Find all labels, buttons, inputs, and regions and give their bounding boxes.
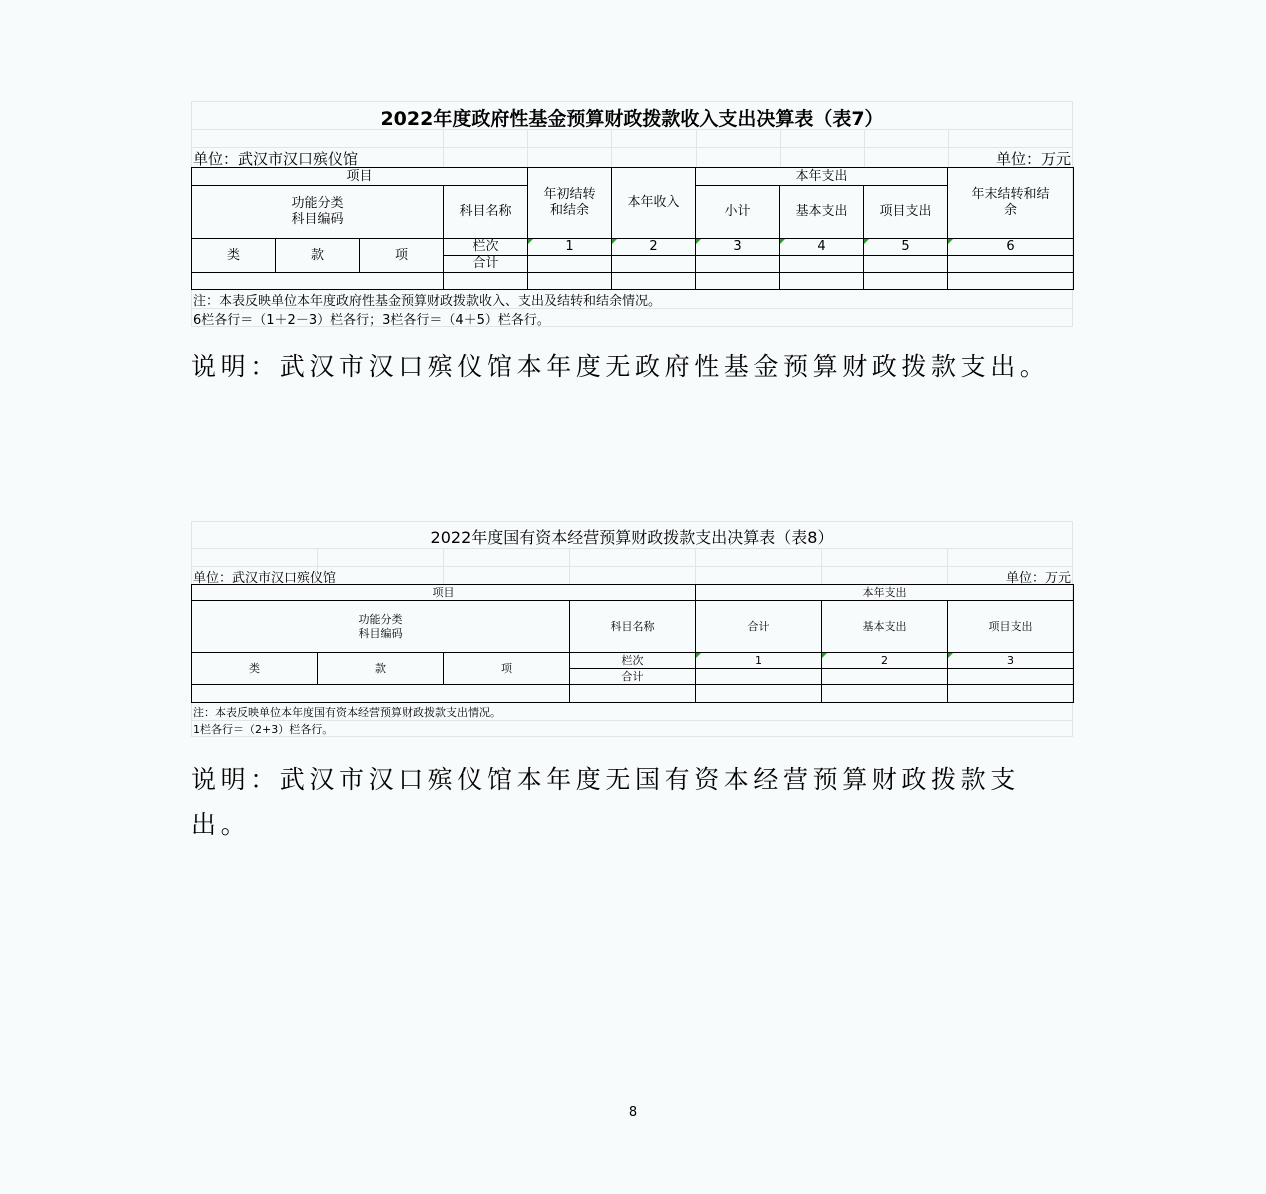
col-no-cell: 1	[528, 239, 612, 256]
table8-title: 2022年度国有资本经营预算财政拨款支出决算表（表8）	[430, 528, 834, 547]
header-project: 项目支出	[864, 186, 948, 239]
table8-grid	[191, 584, 1074, 703]
table-cell	[570, 685, 696, 703]
table-cell	[612, 256, 696, 273]
gridline	[947, 548, 948, 584]
table7-sheet	[191, 101, 1073, 327]
table-cell	[444, 273, 528, 290]
gridline	[569, 548, 570, 584]
gridline	[948, 129, 949, 167]
table8-unit-left: 单位：武汉市汉口殡仪馆	[193, 571, 337, 586]
header-func-code: 功能分类 科目编码	[192, 186, 444, 239]
table-cell	[192, 273, 444, 290]
table7-title: 2022年度政府性基金预算财政拨款收入支出决算表（表7）	[380, 108, 884, 130]
gridline	[191, 548, 1073, 549]
header-lei: 类	[192, 239, 276, 273]
table-cell	[696, 273, 780, 290]
col-no-cell: 2	[822, 653, 948, 669]
gridline	[696, 129, 697, 167]
gridline	[443, 548, 444, 584]
col-no-cell: 3	[948, 653, 1074, 669]
col-no-cell: 1	[696, 653, 822, 669]
table-cell	[192, 685, 570, 703]
header-basic: 基本支出	[780, 186, 864, 239]
table-cell	[948, 256, 1074, 273]
table-cell	[948, 669, 1074, 685]
col-no-cell: 6	[948, 239, 1074, 256]
header-subject-name: 科目名称	[570, 601, 696, 653]
table8-description: 说明：武汉市汉口殡仪馆本年度无国有资本经营预算财政拨款支出。	[191, 765, 1020, 839]
gridline	[611, 129, 612, 167]
header-func-code: 功能分类 科目编码	[192, 601, 570, 653]
table7-note1: 注：本表反映单位本年度政府性基金预算财政拨款收入、支出及结转和结余情况。	[193, 294, 662, 309]
header-item: 项目	[192, 168, 528, 186]
table-cell	[780, 256, 864, 273]
table7-note2: 6栏各行＝（1＋2－3）栏各行；3栏各行＝（4＋5）栏各行。	[193, 313, 550, 328]
table-cell	[696, 669, 822, 685]
table-cell	[948, 685, 1074, 703]
table-cell	[696, 685, 822, 703]
gridline	[821, 548, 822, 584]
header-total: 合计	[696, 601, 822, 653]
table8-note2: 1栏各行＝（2+3）栏各行。	[193, 723, 334, 736]
table-cell	[864, 256, 948, 273]
table-cell	[528, 273, 612, 290]
header-subtotal: 小计	[696, 186, 780, 239]
gridline	[864, 129, 865, 167]
col-no-cell: 3	[696, 239, 780, 256]
table-cell	[948, 273, 1074, 290]
table7-grid	[191, 167, 1074, 290]
header-basic: 基本支出	[822, 601, 948, 653]
page-number: 8	[628, 1105, 638, 1120]
header-col-no: 栏次	[570, 653, 696, 669]
table-cell	[696, 256, 780, 273]
table-cell	[528, 256, 612, 273]
gridline	[443, 129, 444, 167]
header-begin-balance: 年初结转 和结余	[528, 168, 612, 239]
header-subject-name: 科目名称	[444, 186, 528, 239]
header-project: 项目支出	[948, 601, 1074, 653]
col-no-cell: 4	[780, 239, 864, 256]
table-cell	[864, 273, 948, 290]
table-cell	[822, 669, 948, 685]
col-no-cell: 5	[864, 239, 948, 256]
header-kuan: 款	[318, 653, 444, 685]
col-no-cell: 2	[612, 239, 696, 256]
header-lei: 类	[192, 653, 318, 685]
header-xiang: 项	[444, 653, 570, 685]
table7-description: 说明：武汉市汉口殡仪馆本年度无政府性基金预算财政拨款支出。	[191, 352, 1050, 381]
row-total-label: 合计	[570, 669, 696, 685]
gridline	[527, 129, 528, 167]
table7-unit-right: 单位：万元	[995, 150, 1071, 168]
header-col-no: 栏次	[444, 239, 528, 256]
header-expense: 本年支出	[696, 168, 948, 186]
gridline	[780, 129, 781, 167]
table7-unit-left: 单位：武汉市汉口殡仪馆	[193, 150, 359, 168]
table8-sheet	[191, 521, 1073, 737]
gridline	[695, 548, 696, 584]
table8-unit-right: 单位：万元	[1005, 571, 1071, 586]
table-cell	[822, 685, 948, 703]
header-expense: 本年支出	[696, 585, 1074, 601]
row-total-label: 合计	[444, 256, 528, 273]
header-item: 项目	[192, 585, 696, 601]
table-cell	[612, 273, 696, 290]
table-cell	[780, 273, 864, 290]
header-income: 本年收入	[612, 168, 696, 239]
header-kuan: 款	[276, 239, 360, 273]
table8-note1: 注：本表反映单位本年度国有资本经营预算财政拨款支出情况。	[193, 706, 501, 719]
header-xiang: 项	[360, 239, 444, 273]
header-end-balance: 年末结转和结 余	[948, 168, 1074, 239]
